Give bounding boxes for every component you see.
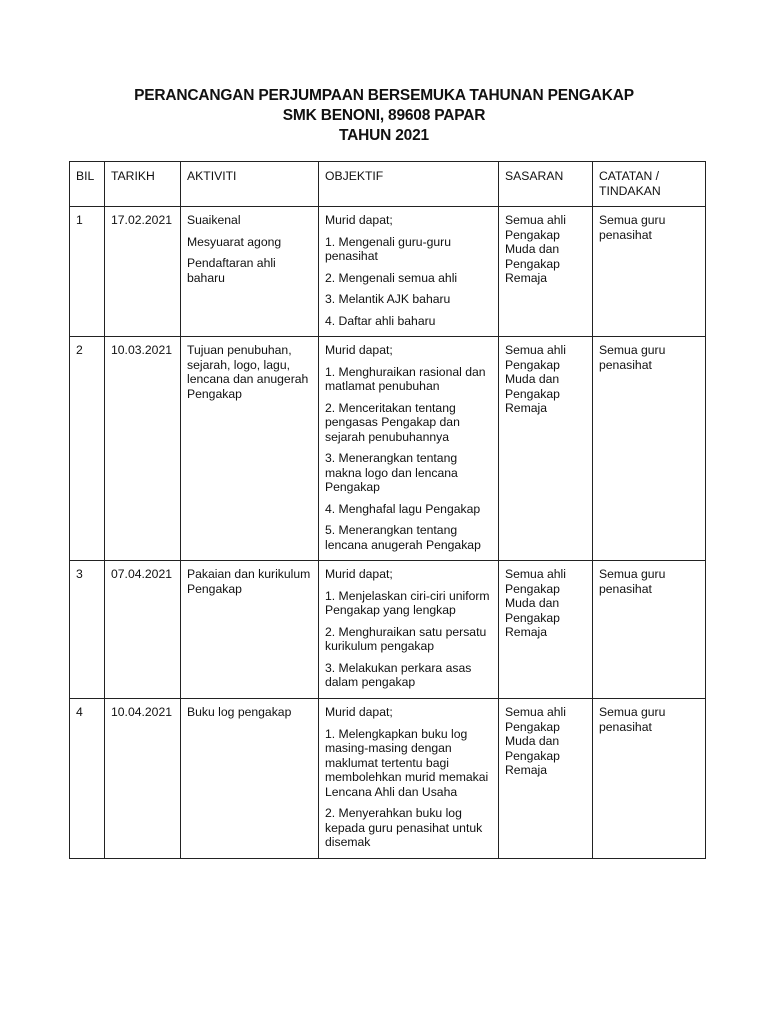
cell-sasaran: Semua ahli Pengakap Muda dan Pengakap Remaja [499,561,593,699]
aktiviti-line: Mesyuarat agong [187,234,282,249]
cell-sasaran: Semua ahli Pengakap Muda dan Pengakap Remaja [499,207,593,337]
cell-catatan: Semua guru penasihat [593,561,706,699]
aktiviti-line: Pakaian dan kurikulum Pengakap [187,567,311,596]
objektif-line: Murid dapat; [325,343,393,357]
cell-tarikh: 10.04.2021 [105,699,181,859]
aktiviti-line: Tujuan penubuhan, sejarah, logo, lagu, lencana dan anugerah Pengakap [187,343,309,401]
objektif-line: 2. Menyerahkan buku log kepada guru penasihat untuk disemak [325,806,483,849]
column-header-catatan: CATATAN / TINDAKAN [593,162,706,207]
objektif-line: Murid dapat; [325,567,393,581]
cell-bil: 2 [70,337,105,561]
table-row [70,699,706,859]
objektif-line: 2. Menceritakan tentang pengasas Pengakap dan sejarah penubuhannya [325,400,460,444]
aktiviti-line: Suaikenal [187,213,241,227]
cell-aktiviti [181,207,319,337]
column-header-aktiviti: AKTIVITI [181,162,319,207]
objektif-line: 3. Melakukan perkara asas dalam pengakap [325,660,472,689]
table-row [70,337,706,561]
title-line-3: TAHUN 2021 [339,127,429,144]
cell-objektif [319,699,499,859]
objektif-line: 3. Menerangkan tentang makna logo dan lencana Pengakap [325,451,458,494]
table-header-row [70,162,706,207]
cell-sasaran: Semua ahli Pengakap Muda dan Pengakap Remaja [499,337,593,561]
plan-table [69,161,706,859]
cell-tarikh: 10.03.2021 [105,337,181,561]
column-header-bil: BIL [70,162,105,207]
column-header-objektif: OBJEKTIF [319,162,499,207]
column-header-sasaran: SASARAN [499,162,593,207]
cell-aktiviti [181,561,319,699]
title-line-2: SMK BENONI, 89608 PAPAR [282,107,486,124]
objektif-line: 1. Menghuraikan rasional dan matlamat penubuhan [325,364,486,393]
cell-bil: 4 [70,699,105,859]
cell-tarikh: 07.04.2021 [105,561,181,699]
objektif-line: 4. Daftar ahli baharu [325,313,436,328]
aktiviti-line: Buku log pengakap [187,705,292,719]
table-row [70,561,706,699]
objektif-line: 2. Menghuraikan satu persatu kurikulum pengakap [325,624,487,653]
objektif-line: Murid dapat; [325,705,393,719]
table-row [70,207,706,337]
cell-sasaran: Semua ahli Pengakap Muda dan Pengakap Remaja [499,699,593,859]
cell-tarikh: 17.02.2021 [105,207,181,337]
cell-bil: 1 [70,207,105,337]
cell-objektif [319,337,499,561]
cell-bil: 3 [70,561,105,699]
objektif-line: 5. Menerangkan tentang lencana anugerah Pengakap [325,523,481,552]
cell-catatan: Semua guru penasihat [593,699,706,859]
document-title [0,86,768,146]
objektif-line: 3. Melantik AJK baharu [325,292,451,306]
objektif-line: 1. Menjelaskan ciri-ciri uniform Pengakap yang lengkap [325,588,490,617]
objektif-line: 2. Mengenali semua ahli [325,270,458,285]
cell-catatan: Semua guru penasihat [593,207,706,337]
cell-objektif [319,561,499,699]
aktiviti-line: Pendaftaran ahli baharu [187,256,276,285]
column-header-tarikh: TARIKH [105,162,181,207]
objektif-line: 1. Mengenali guru-guru penasihat [325,234,452,263]
cell-aktiviti [181,337,319,561]
cell-catatan: Semua guru penasihat [593,337,706,561]
objektif-line: Murid dapat; [325,213,393,227]
objektif-line: 1. Melengkapkan buku log masing-masing dengan maklumat tertentu bagi membolehkan murid memakai Lencana Ahli dan Usaha [325,726,489,799]
cell-aktiviti [181,699,319,859]
title-line-1: PERANCANGAN PERJUMPAAN BERSEMUKA TAHUNAN PENGAKAP [134,87,634,104]
objektif-line: 4. Menghafal lagu Pengakap [325,501,481,516]
cell-objektif [319,207,499,337]
